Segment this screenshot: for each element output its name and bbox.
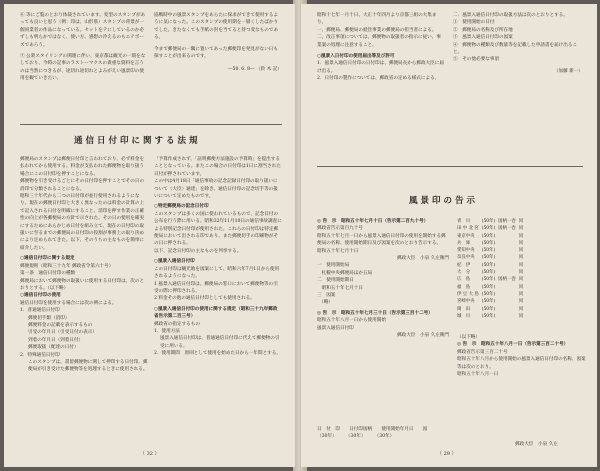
stamp-row [457,269,526,276]
notice-line: 札幌中央郵便局ほか五局 [317,270,373,276]
regulation-line: 郵便局において郵便物の取扱いに使用する日付印は、次のとおりとする。（以下略） [20,278,145,291]
notice-line: 郵政大臣 小泉 久左衛門 [397,333,449,339]
regulation-line: 通信日付印を使用する場合には次の例による。 [20,300,117,306]
paragraph: 一、郵便局、郵便局の経営事業の郵便局の担当者による。 [317,27,437,33]
stamp-name: 岡 田 [457,306,471,312]
notice-3-column [457,334,587,378]
left-top-paragraphs [20,12,148,83]
notice-line: 郵政省告示第三百二十号 [457,349,508,355]
stamp-note [498,313,519,320]
right-top-right-column [453,12,583,75]
right-page [300,4,597,467]
regulation-line: 郵便規則（昭和三十九年 郵政省令第六十号） [20,263,114,269]
stamp-row [457,262,526,269]
paragraph: 郵政省の指定するもの [154,321,200,327]
stamp-name: 城 川 [457,313,471,319]
stamp-mark: (50年) [481,284,496,290]
regulation-line: 1．普通通信日付印 [20,308,60,314]
stamp-mark: (50年) [481,219,496,224]
footer-signature: 郵政大臣 小泉 久左 [515,442,558,447]
notice-line: 昭和五十年七月一日から風景入通信日付印の使用を開始する郵便局の名称、使用開始期日及び図案を次のとおり告示する。 [317,233,446,247]
stamp-type: 同 [518,270,524,276]
stamp-mark: (50年) [481,226,496,232]
divider [317,166,583,167]
paragraph: ① 使用開始の日付 [453,20,495,26]
regulation-line: 郵便切手類（消印） [28,315,70,321]
notice-line: 昭和五十年七月十日 [317,248,359,254]
stamp-mark: (50年) [481,240,496,246]
stamp-mark: (50年) [481,306,496,312]
section-heading: ○風景入通信日付印 [154,259,195,265]
stamp-type: 同 [518,284,524,290]
page-number: （ 29 ） [437,451,457,457]
signature: ―50. 6. 8― （鈴 木 記） [227,67,282,73]
notice-line: 昭和五十年七月十日 [317,285,363,291]
notice-line: 昭和五十年八月一日から使用開始 [317,318,386,324]
page-title: 風景印の告示 [409,196,479,206]
section-heading: ○風景入日付印の使用届出等及び許可 [317,54,395,60]
stamp-row [457,291,526,298]
paragraph: 今まで郵便局の一隅に置いてあった郵便印を発見がない日も探すことが出来るのです。 [154,46,278,60]
stamp-name: 宮崎中央 [457,299,475,305]
notice-line: 三 図案 [317,293,336,299]
paragraph: ③ 風景入通信日付印の図案 [453,35,513,41]
stamp-name: 奈良中央 [457,255,475,261]
notice-line: 一 使用開始局 [317,263,350,269]
notice-line: 二 使用開始期日 [317,278,354,284]
stamp-name: 青 川 [457,219,471,224]
section-heading: ○通信日付印に関する規定 [20,256,75,262]
signature: （加藤 新一） [553,68,583,74]
notice-line: ◎ 告 示 昭和五十年八月一日（告示第三百二十号） [457,342,569,348]
paragraph: ⑦ 公衆スタイリングの関連に伴い、東京都は観光の一環をなしており、今時の記事のラストーマクスの貴重な資料を言うのは当然につきるが、途切れ途切れとよみがえい風景印の使用を観ていきたい。 [20,54,146,82]
notice-line: 郵政省告示第百九十号 [317,226,363,232]
right-body-column [154,156,282,358]
stamp-name: 大 分 [457,270,471,276]
regulation-line: 2．特殊通信日付印 [20,352,60,358]
stamp-mark: (50年) [481,248,496,254]
left-top-right-paragraphs [154,12,282,74]
page-number: （ 32 ） [140,451,160,457]
stamp-note [498,284,519,291]
stamp-note [498,262,519,269]
stamp-mark: (50年) [481,277,496,283]
paragraph: 郵便局のスタンプは郵便日付印と言われており、必ず料金を払われてから使用する。料金が支払われた郵便物を取り扱う場合にこの日付印を押すことになる。 [20,157,145,177]
stamp-mark: (50年) [481,233,496,239]
stamp-table [457,218,526,320]
stamp-name: 伊 豆 大 島 [457,291,479,297]
paragraph: 二．風景入通信日付印の取扱方法は次のとおりとする。 [453,13,568,18]
right-top-left-column [317,12,445,83]
regulation-line: このスタンプは、書留郵便物に関して押印する日付印。郵便局が引き受けた郵便物等を処理するときに使用される。 [28,359,148,373]
regulation-line: 郵便取扱（配達の日付） [28,345,79,351]
stamp-note [498,233,519,240]
page-title: 通信日付印に関する法規 [74,136,201,146]
stamp-row [457,247,526,254]
bottom-table [317,426,587,441]
stamp-name: 兵 庫 [457,240,471,246]
stamp-type: 同 [518,313,524,319]
stamp-note [498,269,519,276]
paragraph: 二、改正事項については、郵便物の取扱者の指示に従い、事業案の処理に注意すること。 [317,35,441,48]
notice-line: 昭和五十年八月から使用開始の風景入通信日付印の名称、図案等は次のとおり。 [457,357,586,370]
stamp-mark: (50年) [481,291,496,297]
table-row: （30年） （30年） （30年） [317,434,395,440]
stamp-type: 同 [518,277,524,283]
paragraph: 1．使用方法 [154,328,180,334]
paragraph: この日付印は観光地を図案にして、昭和六年7月1日から使用されるようになった。 [154,266,280,280]
left-body-column [20,156,148,374]
paragraph: 2．使用期間 原則として使用を始めた日から一年間とする。 [154,351,281,357]
stamp-note [498,291,519,298]
notice-line: 昭和五十年八月一日 [457,372,499,378]
paragraph: ⑤ その他必要な事項 [453,57,499,63]
paragraph: 1．風景入通信日付印の日付印は、郵便局長から郵政大臣に届け出る。 [317,61,444,74]
stamp-name: 愛知中央 [457,248,475,254]
stamp-note: 図柄一巻 [498,219,516,224]
stamp-mark: (50年) [481,255,496,261]
notice-line: ◎ 告 示 昭和五十年七月十日（告示第二百九十号） [317,219,429,224]
paragraph: このスタンプは多くの国に使われているもので、記念日付の公布を行う際に用いる。昭和32年11月10日の通信事故調査による特別記念日付印が使用された。これらの日付印は特定郵便局において出される印であり、また郵便切手の印刷物がその日に押される。 [154,211,282,247]
stamp-name: 紀 伊 [457,262,471,268]
stamp-type: 同 [518,240,524,246]
stamp-type: 同 [518,291,524,297]
paragraph: この中は4月18日「通信事故の記念記録日付印の取り扱いについて（大臣）通達」を除き、通信日付印の記念切手等の扱いについて定めたものです。 [154,179,278,200]
stamp-row [457,254,526,261]
stamp-mark: (50年) [481,262,496,268]
stamp-row [457,298,526,305]
stamp-type: 同 [518,233,524,239]
paragraph: 1 風景入通信日付印は、郵便局の窓口において郵便物等の引受の際に押印される。 [154,281,278,294]
stamp-row [457,276,526,283]
stamp-name: 福 島 [457,284,471,290]
paragraph: 2．日付印の製作については、郵政省の定める様式による。 [317,76,440,82]
stamp-row [457,233,526,240]
regulation-line: 郵便料金の記載を表示するもの [28,322,93,328]
paragraph: 昭和三十年代から二つの日付印が並行使用されるようになり、現在の郵便日付印と大きく異なったのは料金の計算の上で記入される日付を明確にすること、消印を押す作業の正確性の向上が各郵便局の方針で示された。その日の使用を確実にするためにあらかじめ日付を組み立て、現在の日付印の取扱いに至るまでの郵便局の日付印の役割が事務上の取り決めにより定められてきた。以下、そのうちの主なものを簡単に紹介したい。 [20,194,145,251]
stamp-note [498,254,519,261]
paragraph: ⑥ 等にご覧のとおり体裁されています。変型のスタンプがあっても良いと思う（例：印は、山形県）スタンプの背景が一個同業者の作品になっている。セットをテにしているのか必ずしも明らかではなく、使い方、感想の冷えるのもエテボーズであろう。 [20,13,146,48]
stamp-note: 図柄一巻 [498,277,516,283]
section-heading: ○特定郵便局の記念日付印 [154,204,209,210]
notice-line: （略） [317,300,334,306]
section-heading: ○風景入通信日付印の使用に関する規定（昭和三十九年郵政省告示第二百三号） [154,306,278,320]
regulation-line: ○通信日付印の使用 [20,293,61,299]
stamp-type: 同 [518,219,524,224]
paragraph: 風景入通信日付印は、普通通信日付印に代えて郵便物の引受に用いる。 [160,336,280,349]
stamp-note [498,240,519,247]
stamp-name: 東京中央 [457,233,475,239]
paragraph: 以下、記念日付印の主なものを列挙する。 [154,248,242,254]
divider [20,124,282,125]
stamp-row [457,313,526,320]
regulation-line: 引受の年月日（引受日付の表示） [28,330,97,336]
stamp-type: 同 [518,255,524,261]
notice-line: （以下略） [457,335,480,340]
stamp-row [457,218,526,225]
stamp-note [498,298,519,305]
stamp-mark: (50年) [481,270,496,276]
notice-column [317,218,449,340]
paragraph: ④ 郵便物の種類及び数量等を記載した申請書を届け出ること。 [453,42,578,56]
paragraph: 昭和十七年一月十日、大正十年四月より京都三組の大集まり。 [317,13,437,26]
notice-line: 郵政大臣 小泉 久左衛門 [397,256,449,262]
stamp-type: 同 [518,262,524,268]
stamp-note [498,306,519,313]
stamp-row [457,225,526,232]
regulation-line: 第一条 通信日付印の種類 [20,271,76,277]
paragraph: ② 郵便局の名称及び所在地 [453,27,513,33]
stamp-type: 同 [518,248,524,254]
stamp-type: 同 [518,226,524,232]
stamp-row [457,240,526,247]
stamp-mark: (50年) [481,313,496,319]
table-row: 日 付 印 日付印図柄 使用開始年月日 図 [317,427,428,432]
stamp-name: 田 中 北 宮 [457,226,479,232]
stamp-type: 同 [518,306,524,312]
left-page [4,4,296,467]
paragraph: 2 料金その他の通信日付印としても使用される。 [154,296,255,302]
paragraph: 協戦時中の風景スタンプをあらたに探求ができて使用するように気になった。このスタンプの使用期を一層くしたばかりでした。きたなくても手紙の封を当てると待つ変なものである。 [154,13,279,41]
stamp-type: 同 [518,299,524,305]
regulation-line: 到着の年月日（到着日付） [28,337,84,343]
stamp-name: 広 島 [457,277,471,283]
stamp-note: 図柄一巻 [498,226,516,232]
stamp-list [457,218,587,320]
stamp-row [457,306,526,313]
stamp-note [498,247,519,254]
paragraph: 郵便物を引き受けるごとにその日付印を押すことでその日の消印で分類されることになる。 [20,179,145,192]
paragraph: 「予算作成されず、「証明郵便方法施設の予算時」を提出することとなっている。またこの場合の日付印は1日に割当された日付が押されています。 [154,157,281,177]
notice-line: 風景入通信日付印 [317,325,354,331]
notice-line: ◎ 告 示 昭和五十年七月三十日（告示第三百十二号） [317,310,433,316]
stamp-row [457,284,526,291]
stamp-mark: (50年) [481,299,496,305]
